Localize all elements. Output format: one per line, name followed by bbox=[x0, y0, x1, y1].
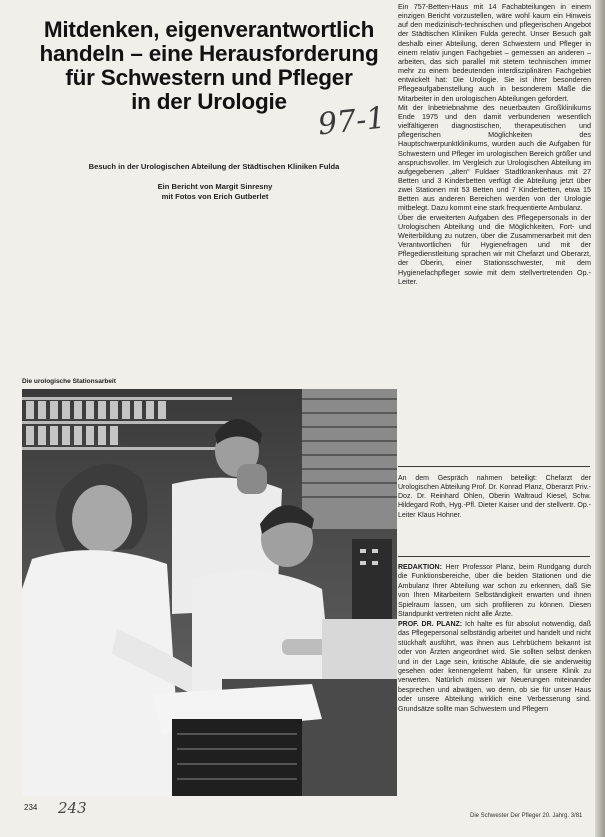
handwritten-annotation: 97-1 bbox=[316, 100, 388, 143]
byline-author: Ein Bericht von Margit Sinresny bbox=[157, 182, 273, 191]
column-divider bbox=[398, 556, 590, 557]
headline-line: Mitdenken, eigenverantwortlich bbox=[43, 17, 375, 42]
journal-footer: Die Schwester Der Pfleger 20. Jahrg. 3/81 bbox=[470, 813, 583, 819]
speaker-label: REDAKTION: bbox=[398, 564, 442, 571]
page-edge-shadow bbox=[595, 0, 605, 837]
article-photo bbox=[22, 389, 397, 796]
handwritten-page-number: 243 bbox=[58, 799, 87, 817]
intro-paragraph: Ein 757-Betten-Haus mit 14 Fachabteilungen in einem einzigen Bericht vorzustellen, wäre wohl kaum ein Hinweis auf den medizinisch-technischen und pflegerischen Angebot der Städtischen Kliniken Fulda gerecht. Unser Besuch galt deshalb einer Abteilung, deren Schwestern und Pfleger in einem relativ jungen Fachgebiet – gemessen an anderen – arbeiten, das sich parallel mit stetem technischen immer mehr zu einem bedeutenden interdisziplinären Fachgebiet entwickelt hat: Die Urologie. Sie ist ihrer besonderen Pflegeaufgabenstellung auch in besonderem Maße die Mitarbeiter in den urologischen Abteilungen gefordert. bbox=[398, 2, 591, 103]
speaker-label: PROF. DR. PLANZ: bbox=[398, 620, 463, 628]
participants-text: An dem Gespräch nahmen beteiligt: Chefarzt der Urologischen Abteilung Prof. Dr. Konrad Planz, Oberarzt Priv.-Doz. Dr. Reinhard Ohlen, Oberin Waltraud Kiesel, Schw. Hildegard Roth, Hyg.-Pfl. Dieter Kaiser und der stellvertr. Op.-Leiter Klaus Hohner. bbox=[398, 475, 591, 519]
byline-photographer: mit Fotos von Erich Gutberlet bbox=[161, 192, 269, 201]
headline-line: in der Urologie bbox=[131, 89, 287, 114]
article-headline bbox=[18, 18, 400, 114]
speaker-text: Herr Professor Planz, beim Rundgang durch die Funktionsbereiche, über die beiden Stationen und die Ambulanz Ihrer Abteilung war schon zu erkennen, daß Sie von Ihren Mitarbeitern Selbständigkeit erwarten und ihnen Spielraum lassen, um sich profilieren zu können. Diesen Standpunkt vertreten nicht alle Ärzte. bbox=[398, 564, 591, 619]
intro-paragraph: Über die erweiterten Aufgaben des Pflegepersonals in der Urologischen Abteilung und die Möglichkeiten, Fort- und Weiterbildung zu nutzen, über die Zusammenarbeit mit den Verantwortlichen für Hygienefragen und mit der Pflegedienstleitung sprachen wir mit Chefarzt und Oberarzt, der Oberin, einer Stationsschwester, mit dem Hygienefachpfleger sowie mit dem stellvertretenden Op.-Leiter. bbox=[398, 212, 591, 286]
photo-caption: Die urologische Stationsarbeit bbox=[22, 378, 116, 385]
photo-illustration bbox=[22, 389, 397, 796]
article-subtitle: Besuch in der Urologischen Abteilung der Städtischen Kliniken Fulda bbox=[88, 162, 340, 171]
interview-paragraph bbox=[398, 620, 591, 715]
interview-paragraph bbox=[398, 563, 591, 620]
speaker-text: Ich halte es für absolut notwendig, daß das Pflegepersonal selbständig arbeitet und handelt und nicht stückhaft ausführt, was ihnen aus Lehrbüchern bekannt ist oder von Ärzten angeordnet wird. Sie sollten selbst denken und in der Lage sein, kritische Abläufe, die sie anderweitig gesehen oder kennengelernt haben, für unsere Klinik zu verwerten. Natürlich müssen wir Neuerungen miteinander besprechen und abwägen, wo denn, ob sie für unser Haus oder unsere Abteilung wirklich eine Verbesserung sind. Grundsätze sollte man Schwestern und Pflegern bbox=[398, 620, 591, 713]
column-divider bbox=[398, 466, 590, 467]
headline-line: für Schwestern und Pfleger bbox=[65, 65, 353, 90]
headline-line: handeln – eine Herausforderung bbox=[39, 41, 379, 66]
intro-text-column bbox=[398, 2, 591, 458]
page-number: 234 bbox=[24, 803, 38, 812]
participants-box bbox=[398, 474, 591, 548]
article-byline bbox=[100, 182, 330, 202]
intro-paragraph: Mit der Inbetriebnahme des neuerbauten Großklinikums Ende 1975 und den damit verbundenen wesentlich vielfältigeren diagnostischen, therapeutischen und pflegerischen Möglichkeiten des Hauptschwerpunktklinikums, wurden auch die Aufgaben für Schwestern und Pfleger im urologischen Bereich größer und anspruchsvoller. Im Vergleich zur Urologischen Abteilung im aufgegebenen „alten“ Fuldaer Stadtkrankenhaus mit 27 Betten und 3 Kinderbetten verfügt die Abteilung jetzt über zwei Stationen mit 53 Betten und 7 Kinderbetten, etwa 15 Betten aus anderen Bereichen werden von der Urologie mitbelegt. Dazu kommt eine stark frequentierte Ambulanz. bbox=[398, 102, 591, 213]
interview-text-column bbox=[398, 563, 591, 817]
